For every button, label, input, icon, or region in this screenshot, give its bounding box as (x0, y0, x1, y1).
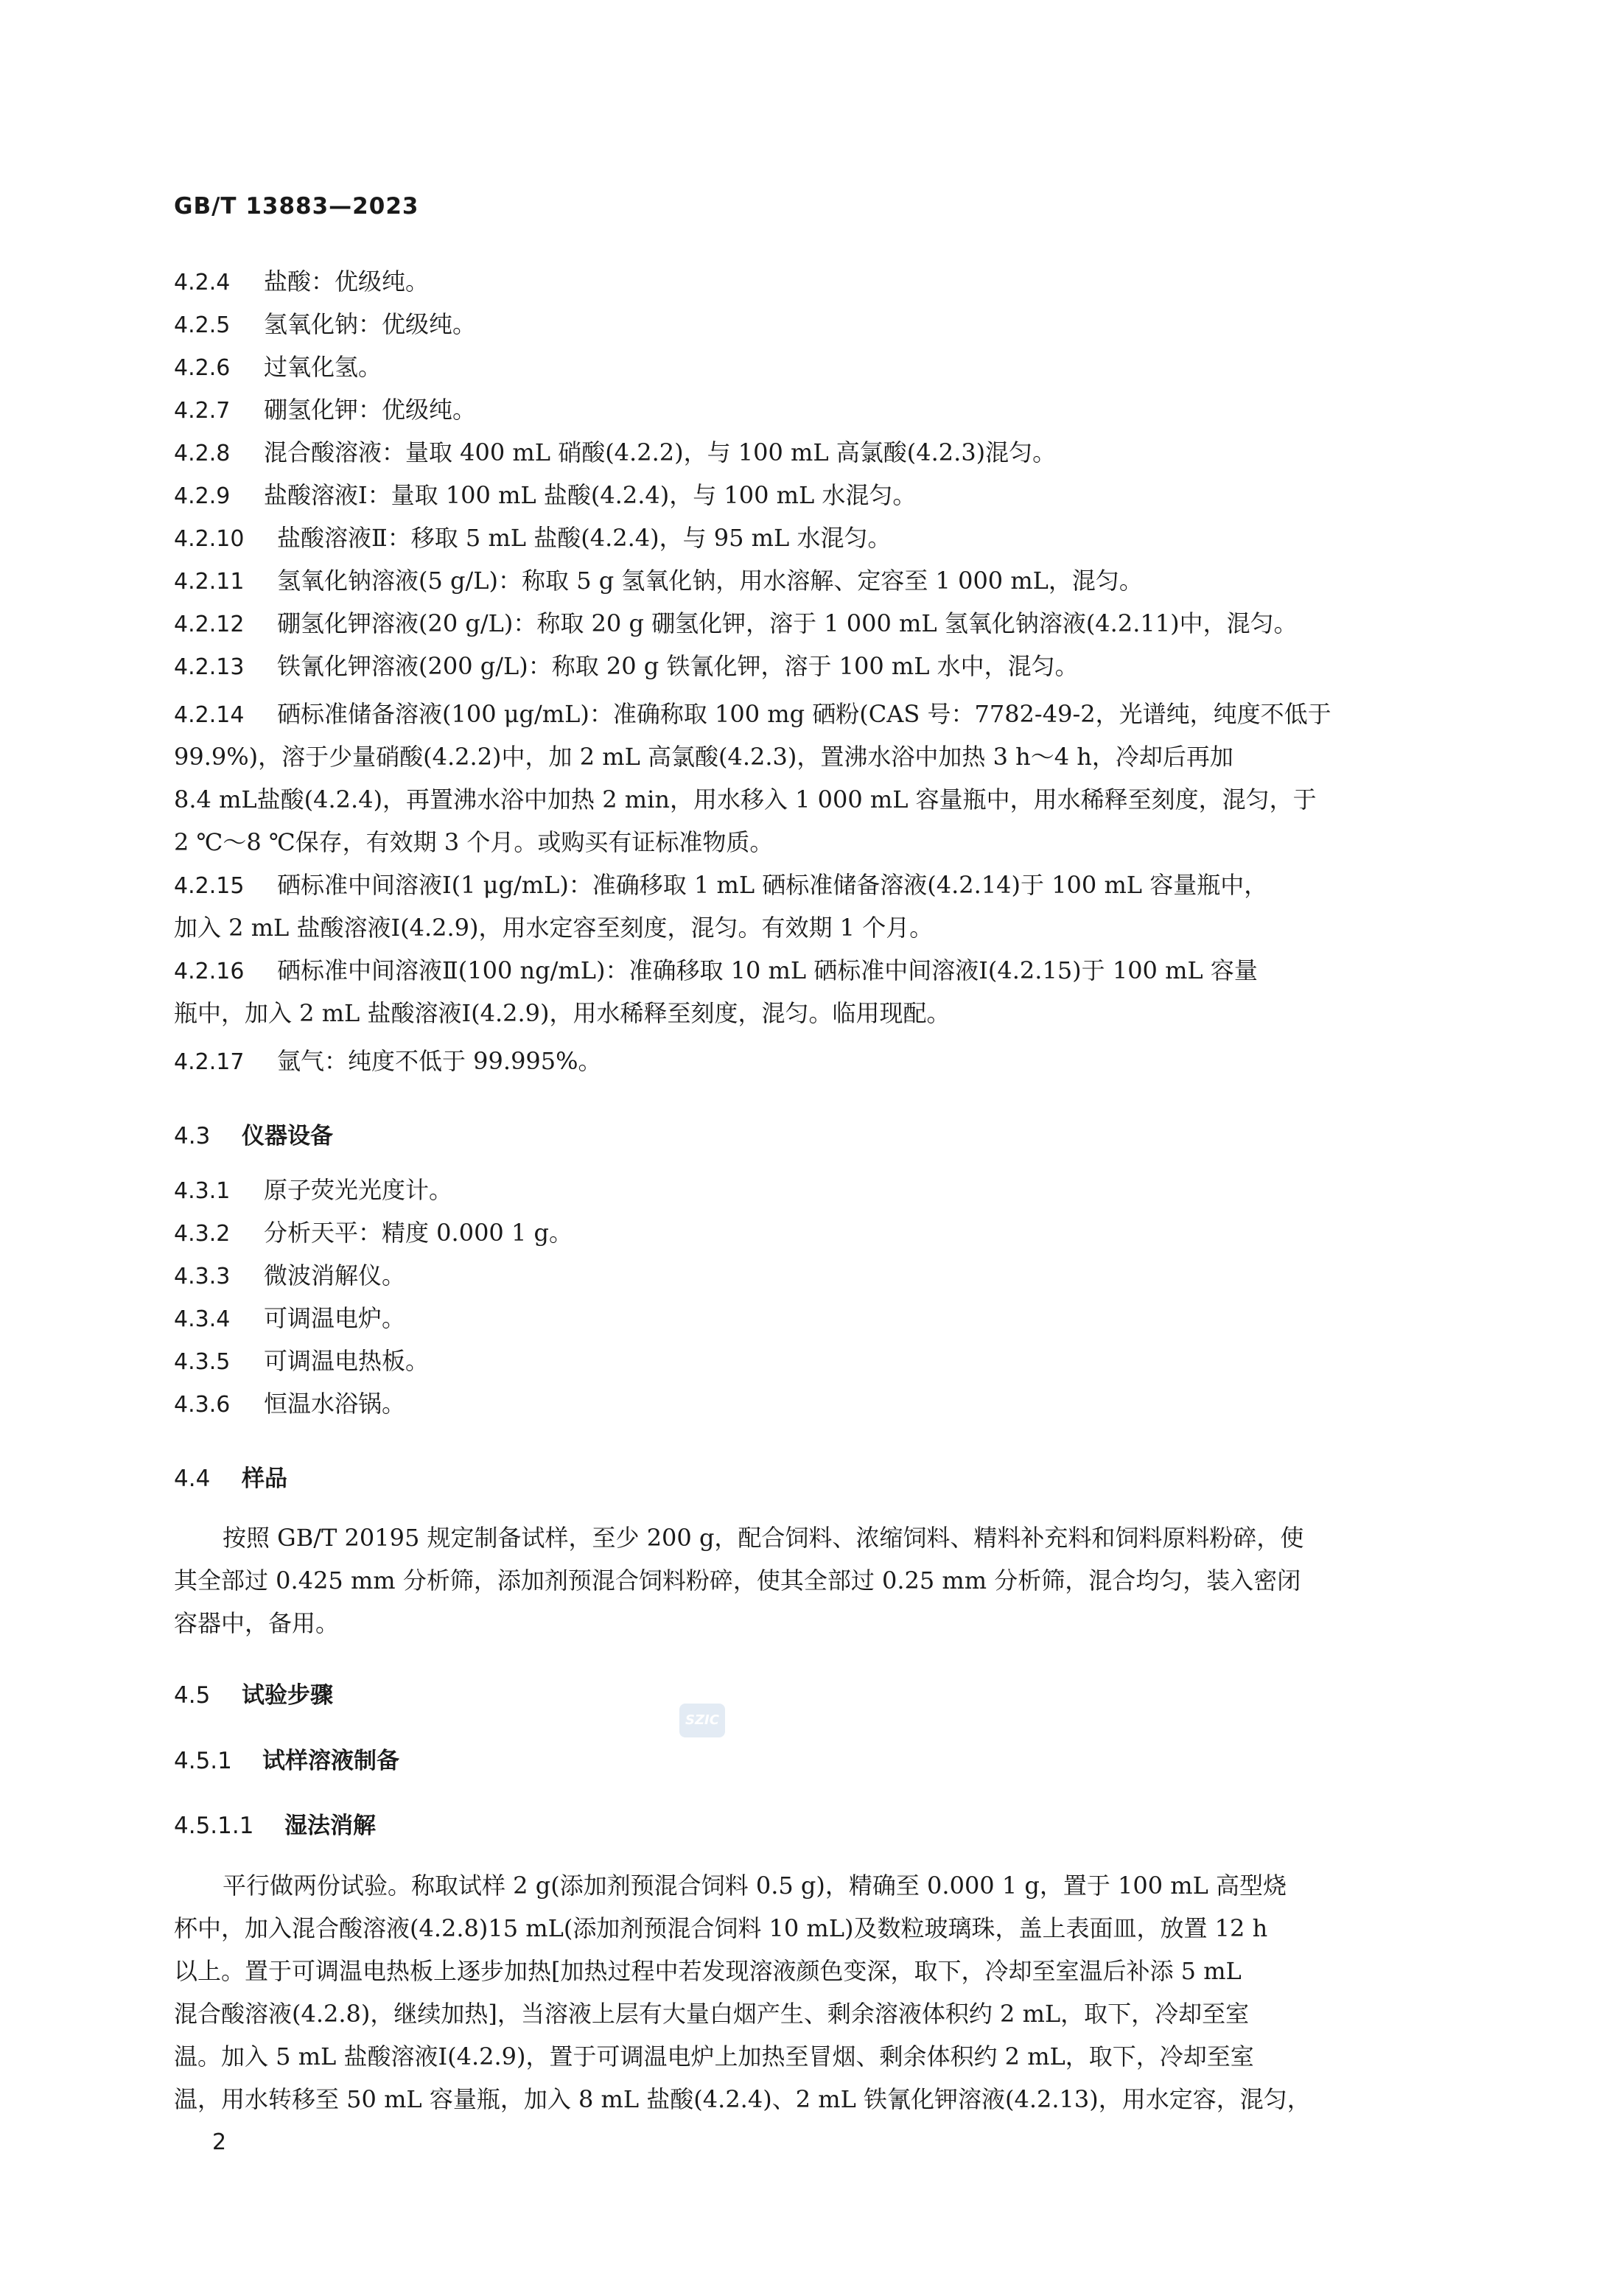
paragraph-4-2-15: 4.2.15 硒标准中间溶液Ⅰ(1 μg/mL)：准确移取 1 mL 硒标准储备溶液(4.2.14)于 100 mL 容量瓶中， 加入 2 mL 盐酸溶液Ⅰ(4.2.9)，用水定容至刻度，混匀。有效期 1 个月。 (174, 871, 1268, 942)
list-item: 4.3.4 可调温电炉。 (174, 1304, 406, 1332)
list-item: 4.2.5 氢氧化钠：优级纯。 (174, 310, 477, 338)
section-heading-4-5: 4.5 试验步骤 (174, 1682, 333, 1709)
list-item: 4.3.6 恒温水浴锅。 (174, 1390, 406, 1418)
list-item: 4.2.17 氩气：纯度不低于 99.995%。 (174, 1047, 602, 1075)
list-item: 4.3.5 可调温电热板。 (174, 1347, 430, 1375)
list-item: 4.2.7 硼氢化钾：优级纯。 (174, 396, 477, 424)
standard-code: GB/T 13883—2023 (174, 193, 419, 220)
list-item: 4.2.4 盐酸：优级纯。 (174, 267, 430, 295)
page-number: 2 (212, 2129, 227, 2155)
section-heading-4-4: 4.4 样品 (174, 1466, 287, 1492)
paragraph-4-2-16: 4.2.16 硒标准中间溶液Ⅱ(100 ng/mL)：准确移取 10 mL 硒标准中间溶液Ⅰ(4.2.15)于 100 mL 容量 瓶中，加入 2 mL 盐酸溶液Ⅰ(4.2.9)，用水稀释至刻度，混匀。临用现配。 (174, 956, 1258, 1027)
watermark-logo: SZIC (679, 1704, 725, 1737)
list-item: 4.3.2 分析天平：精度 0.000 1 g。 (174, 1219, 573, 1247)
list-item: 4.2.8 混合酸溶液：量取 400 mL 硝酸(4.2.2)，与 100 mL 高氯酸(4.2.3)混匀。 (174, 438, 1057, 466)
section-heading-4-3: 4.3 仪器设备 (174, 1123, 333, 1149)
list-item: 4.2.11 氢氧化钠溶液(5 g/L)：称取 5 g 氢氧化钠，用水溶解、定容至 1 000 mL，混匀。 (174, 567, 1143, 595)
list-item: 4.3.3 微波消解仪。 (174, 1261, 406, 1289)
section-heading-4-5-1: 4.5.1 试样溶液制备 (174, 1748, 399, 1774)
paragraph-4-2-14: 4.2.14 硒标准储备溶液(100 μg/mL)：准确称取 100 mg 硒粉(CAS 号：7782-49-2，光谱纯，纯度不低于 99.9%)，溶于少量硝酸(4.2.2)中，加 2 mL 高氯酸(4.2.3)，置沸水浴中加热 3 h～4 h，冷却后再加 8.4 mL盐酸(4.2.4)，再置沸水浴中加热 2 min，用水移入 1 000 mL 容量瓶中，用水稀释至刻度，混匀，于 2 ℃～8 ℃保存，有效期 3 个月。或购买有证标准物质。 (174, 700, 1331, 856)
paragraph-4-5-1-1: 平行做两份试验。称取试样 2 g(添加剂预混合饲料 0.5 g)，精确至 0.000 1 g，置于 100 mL 高型烧 杯中，加入混合酸溶液(4.2.8)15 mL(添加剂预混合饲料 10 mL)及数粒玻璃珠，盖上表面皿，放置 12 h 以上。置于可调温电热板上逐步加热[加热过程中若发现溶液颜色变深，取下，冷却至室温后补添 5 mL 混合酸溶液(4.2.8)，继续加热]，当溶液上层有大量白烟产生、剩余溶液体积约 2 mL，取下，冷却至室 温。加入 5 mL 盐酸溶液Ⅰ(4.2.9)，置于可调温电炉上加热至冒烟、剩余体积约 2 mL，取下，冷却至室 温，用水转移至 50 mL 容量瓶，加入 8 mL 盐酸(4.2.4)、2 mL 铁氰化钾溶液(4.2.13)，用水定容，混匀， (174, 1872, 1311, 2113)
list-item: 4.2.9 盐酸溶液Ⅰ：量取 100 mL 盐酸(4.2.4)，与 100 mL 水混匀。 (174, 481, 917, 509)
list-item: 4.2.10 盐酸溶液Ⅱ：移取 5 mL 盐酸(4.2.4)，与 95 mL 水混匀。 (174, 524, 892, 552)
section-heading-4-5-1-1: 4.5.1.1 湿法消解 (174, 1813, 376, 1839)
paragraph-4-4: 按照 GB/T 20195 规定制备试样，至少 200 g，配合饲料、浓缩饲料、精料补充料和饲料原料粉碎，使 其全部过 0.425 mm 分析筛，添加剂预混合饲料粉碎，使其全部过 0.25 mm 分析筛，混合均匀，装入密闭 容器中，备用。 (174, 1524, 1304, 1637)
list-item: 4.3.1 原子荧光光度计。 (174, 1176, 453, 1204)
list-item: 4.2.6 过氧化氢。 (174, 353, 382, 381)
list-item: 4.2.12 硼氢化钾溶液(20 g/L)：称取 20 g 硼氢化钾，溶于 1 000 mL 氢氧化钠溶液(4.2.11)中，混匀。 (174, 609, 1298, 637)
list-item: 4.2.13 铁氰化钾溶液(200 g/L)：称取 20 g 铁氰化钾，溶于 100 mL 水中，混匀。 (174, 652, 1079, 680)
